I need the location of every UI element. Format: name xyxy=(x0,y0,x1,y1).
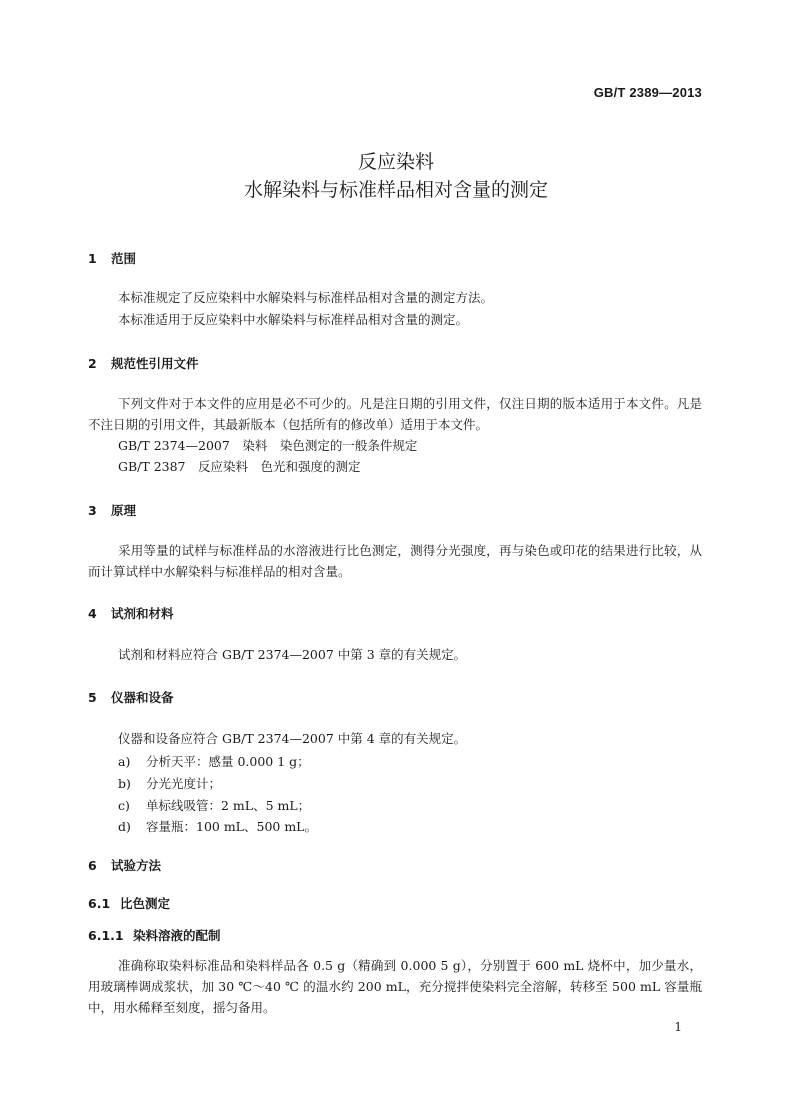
section-number: 6 xyxy=(88,858,97,873)
section-number: 1 xyxy=(88,251,97,266)
section-6-1-heading xyxy=(88,894,170,912)
section-title: 比色测定 xyxy=(120,896,171,911)
section-title: 试剂和材料 xyxy=(111,606,174,621)
list-text: 容量瓶：100 mL、500 mL。 xyxy=(146,819,317,834)
section-6-1-1-paragraph: 准确称取染料标准品和染料样品各 0.5 g（精确到 0.000 5 g），分别置于 600 mL 烧杯中，加少量水，用玻璃棒调成浆状，加 30 ℃～40 ℃ 的温水约 200 mL，充分搅拌使染料完全溶解，转移至 500 mL 容量瓶中，用水稀释至刻度，摇匀备用。 xyxy=(88,958,702,1015)
section-number: 6.1 xyxy=(88,896,111,911)
reference-1: GB/T 2374—2007 染料 染色测定的一般条件规定 xyxy=(118,438,418,453)
section-number: 6.1.1 xyxy=(88,928,124,943)
section-1-heading xyxy=(88,249,136,267)
list-item xyxy=(118,752,310,770)
section-number: 4 xyxy=(88,606,97,621)
section-title: 规范性引用文件 xyxy=(111,356,199,371)
section-2-heading xyxy=(88,354,199,372)
section-number: 5 xyxy=(88,690,97,705)
section-number: 3 xyxy=(88,503,97,518)
list-text: 分析天平：感量 0.000 1 g； xyxy=(146,754,310,769)
section-3-paragraph: 采用等量的试样与标准样品的水溶液进行比色测定，测得分光强度，再与染色或印花的结果进行比较，从而计算试样中水解染料与标准样品的相对含量。 xyxy=(88,543,702,579)
reference-2: GB/T 2387 反应染料 色光和强度的测定 xyxy=(118,459,361,474)
section-title: 范围 xyxy=(111,251,137,266)
section-title: 原理 xyxy=(111,503,137,518)
list-text: 分光光度计； xyxy=(146,776,222,791)
list-text: 单标线吸管：2 mL、5 mL； xyxy=(146,798,311,813)
list-item xyxy=(118,817,317,835)
page-number: 1 xyxy=(674,1020,682,1034)
title-line-2: 水解染料与标准样品相对含量的测定 xyxy=(243,179,548,201)
list-marker: a) xyxy=(118,754,131,769)
section-6-heading xyxy=(88,856,161,874)
list-marker: d) xyxy=(118,819,131,834)
section-2-paragraph: 下列文件对于本文件的应用是必不可少的。凡是注日期的引用文件，仅注日期的版本适用于本文件。凡是不注日期的引用文件，其最新版本（包括所有的修改单）适用于本文件。 xyxy=(88,396,702,432)
section-number: 2 xyxy=(88,356,97,371)
section-6-1-1-heading xyxy=(88,926,221,944)
section-1-paragraph-2: 本标准适用于反应染料中水解染料与标准样品相对含量的测定。 xyxy=(118,312,469,327)
section-title: 仪器和设备 xyxy=(111,690,174,705)
list-marker: c) xyxy=(118,798,130,813)
section-4-heading xyxy=(88,604,174,622)
section-5-heading xyxy=(88,688,174,706)
section-5-paragraph: 仪器和设备应符合 GB/T 2374—2007 中第 4 章的有关规定。 xyxy=(118,731,467,746)
section-3-heading xyxy=(88,501,136,519)
section-4-paragraph: 试剂和材料应符合 GB/T 2374—2007 中第 3 章的有关规定。 xyxy=(118,647,467,662)
section-title: 试验方法 xyxy=(111,858,162,873)
title-line-1: 反应染料 xyxy=(357,151,434,173)
list-item xyxy=(118,796,310,814)
section-1-paragraph-1: 本标准规定了反应染料中水解染料与标准样品相对含量的测定方法。 xyxy=(118,290,494,305)
document-title xyxy=(0,148,792,204)
list-marker: b) xyxy=(118,776,131,791)
list-item xyxy=(118,774,221,792)
section-title: 染料溶液的配制 xyxy=(133,928,221,943)
standard-number: GB/T 2389—2013 xyxy=(593,85,702,100)
